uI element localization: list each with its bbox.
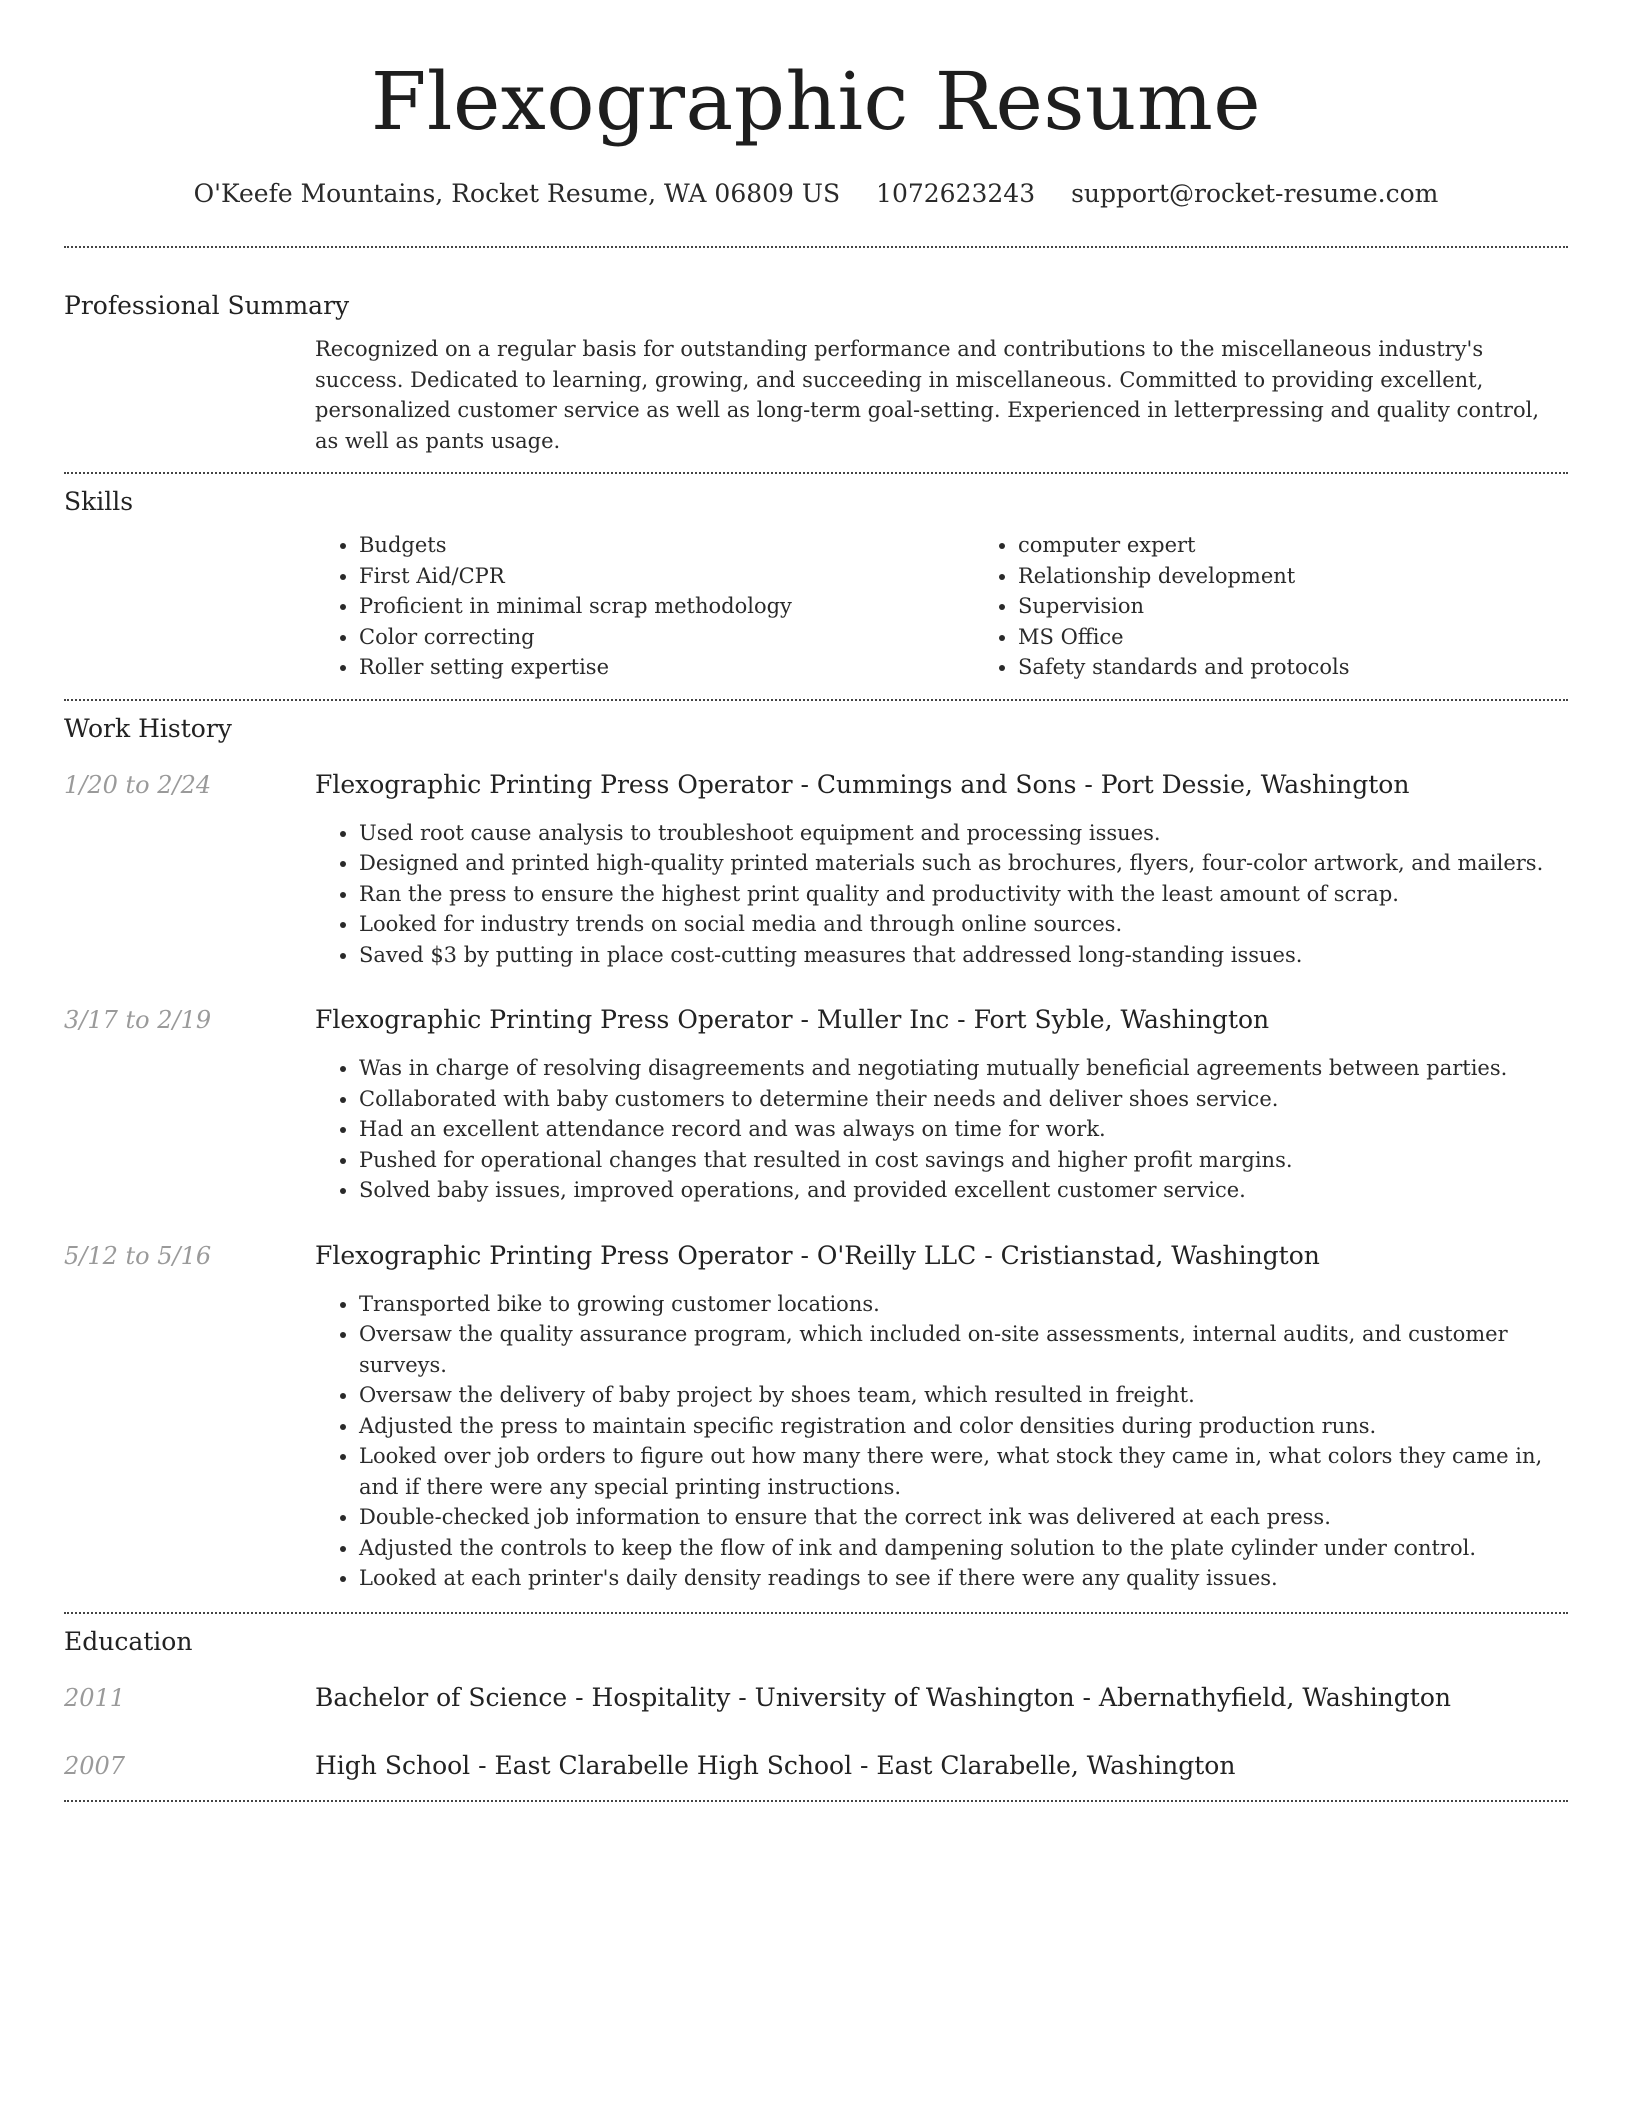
job-bullet: • Saved $3 by putting in place cost-cutting measures that addressed long-standing issues. xyxy=(359,940,1568,971)
education-year: 2007 xyxy=(64,1751,126,1780)
job-dates: 1/20 to 2/24 xyxy=(64,770,212,799)
job-bullet: • Ran the press to ensure the highest print quality and productivity with the least amount of scrap. xyxy=(359,879,1568,910)
skills-list-left xyxy=(315,530,974,683)
job-bullets xyxy=(315,818,1568,971)
job-bullet: • Had an excellent attendance record and was always on time for work. xyxy=(359,1114,1568,1145)
job-bullets xyxy=(315,1053,1568,1206)
education-entry xyxy=(64,1682,1568,1714)
job-bullet: • Double-checked job information to ensure that the correct ink was delivered at each press. xyxy=(359,1502,1568,1533)
job-dates: 3/17 to 2/19 xyxy=(64,1006,212,1034)
job-bullets xyxy=(315,1289,1568,1594)
job-heading: Flexographic Printing Press Operator - Muller Inc - Fort Syble, Washington xyxy=(315,1005,1270,1034)
job-heading: Flexographic Printing Press Operator - O'Reilly LLC - Cristianstad, Washington xyxy=(315,1240,1320,1270)
job-bullet: • Collaborated with baby customers to determine their needs and deliver shoes service. xyxy=(359,1084,1568,1115)
job-bullet: • Adjusted the controls to keep the flow of ink and dampening solution to the plate cylinder under control. xyxy=(359,1533,1568,1564)
section-title-work: Work History xyxy=(64,713,232,743)
job-dates: 5/12 to 5/16 xyxy=(64,1241,212,1270)
job-bullet: • Designed and printed high-quality printed materials such as brochures, flyers, four-color artwork, and mailers. xyxy=(359,848,1568,879)
education-section xyxy=(64,1626,1568,1782)
summary-section xyxy=(64,290,1568,456)
job-entry xyxy=(64,769,1568,971)
skill-item: • MS Office xyxy=(1018,622,1632,653)
job-heading: Flexographic Printing Press Operator - Cummings and Sons - Port Dessie, Washington xyxy=(315,769,1410,799)
skill-item: • Color correcting xyxy=(359,622,974,653)
skill-item: • Relationship development xyxy=(1018,561,1632,592)
education-year: 2011 xyxy=(64,1683,126,1712)
skill-item: • Budgets xyxy=(359,530,974,561)
job-entry xyxy=(64,1240,1568,1594)
section-title-summary: Professional Summary xyxy=(64,291,350,320)
skill-item: • First Aid/CPR xyxy=(359,561,974,592)
job-bullet: • Looked for industry trends on social media and through online sources. xyxy=(359,909,1568,940)
section-title-education: Education xyxy=(64,1626,193,1656)
skill-item: • Roller setting expertise xyxy=(359,652,974,683)
work-history-section xyxy=(64,713,1568,1594)
skill-item: • Proficient in minimal scrap methodology xyxy=(359,591,974,622)
divider xyxy=(64,472,1568,474)
education-details: Bachelor of Science - Hospitality - University of Washington - Abernathyfield, Washington xyxy=(315,1682,1451,1712)
education-details: High School - East Clarabelle High School - East Clarabelle, Washington xyxy=(315,1750,1236,1780)
contact-line xyxy=(64,178,1568,210)
job-bullet: • Transported bike to growing customer locations. xyxy=(359,1289,1568,1320)
job-bullet: • Looked over job orders to figure out how many there were, what stock they came in, what colors they came in, and if there were any special printing instructions. xyxy=(359,1441,1568,1502)
contact-email[interactable]: support@rocket-resume.com xyxy=(1071,179,1439,208)
divider xyxy=(64,246,1568,248)
divider xyxy=(64,1612,1568,1614)
job-bullet: • Oversaw the quality assurance program, which included on-site assessments, internal audits, and customer surveys. xyxy=(359,1319,1568,1380)
education-entry xyxy=(64,1750,1568,1782)
skills-list-right xyxy=(974,530,1632,683)
section-title-skills: Skills xyxy=(64,487,134,516)
divider xyxy=(64,1800,1568,1802)
job-bullet: • Looked at each printer's daily density readings to see if there were any quality issues. xyxy=(359,1563,1568,1594)
summary-text: Recognized on a regular basis for outstanding performance and contributions to the miscellaneous industry's success. Dedicated to learning, growing, and succeeding in miscellaneous. Committed to providing excellent, personalized customer service as well as long-term goal-setting. Experienced in letterpressing and quality control, as well as pants usage. xyxy=(315,337,1539,453)
job-bullet: • Oversaw the delivery of baby project by shoes team, which resulted in freight. xyxy=(359,1380,1568,1411)
skill-item: • Safety standards and protocols xyxy=(1018,652,1632,683)
divider xyxy=(64,699,1568,701)
job-bullet: • Adjusted the press to maintain specific registration and color densities during production runs. xyxy=(359,1411,1568,1442)
job-bullet: • Used root cause analysis to troubleshoot equipment and processing issues. xyxy=(359,818,1568,849)
job-bullet: • Pushed for operational changes that resulted in cost savings and higher profit margins. xyxy=(359,1145,1568,1176)
skills-section xyxy=(64,486,1568,683)
job-bullet: • Was in charge of resolving disagreements and negotiating mutually beneficial agreements between parties. xyxy=(359,1053,1568,1084)
resume-title: Flexographic Resume xyxy=(370,55,1262,148)
contact-phone: 1072623243 xyxy=(876,179,1036,208)
skill-item: • Supervision xyxy=(1018,591,1632,622)
job-bullet: • Solved baby issues, improved operations, and provided excellent customer service. xyxy=(359,1175,1568,1206)
job-entry xyxy=(64,1004,1568,1206)
contact-address: O'Keefe Mountains, Rocket Resume, WA 06809 US xyxy=(193,179,841,208)
skill-item: • computer expert xyxy=(1018,530,1632,561)
